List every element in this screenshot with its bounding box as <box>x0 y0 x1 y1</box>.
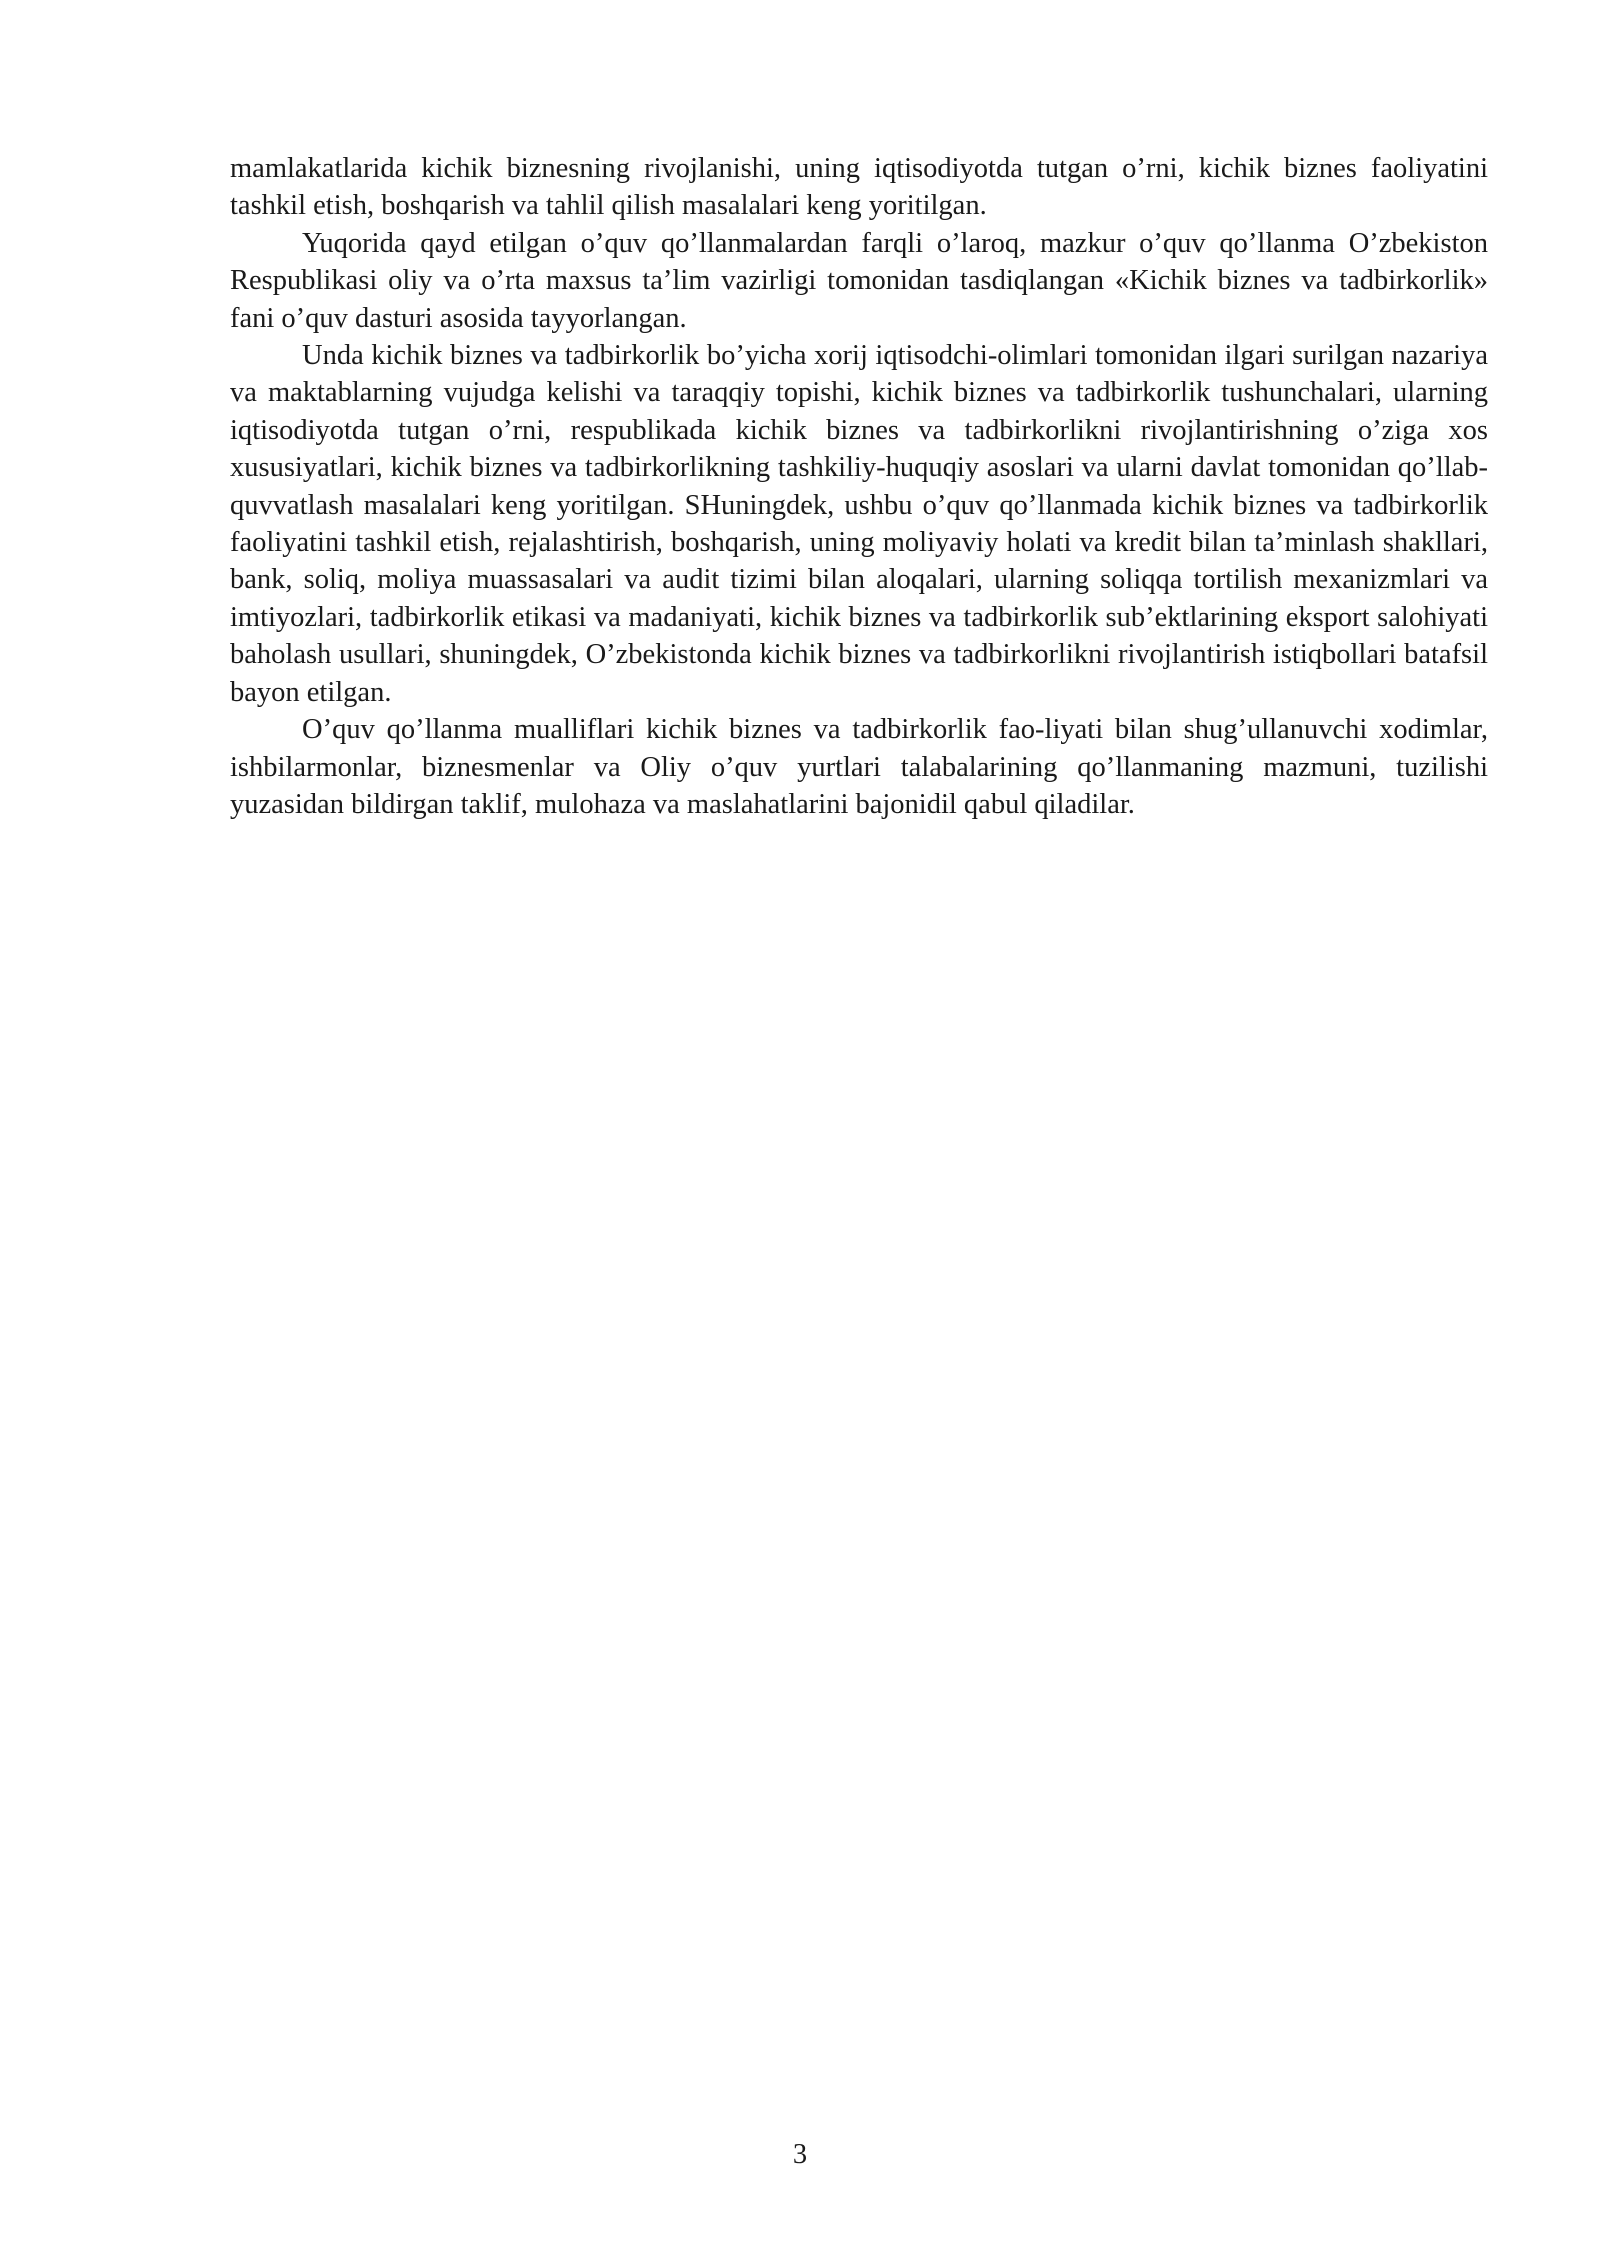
page-number: 3 <box>792 2139 808 2170</box>
paragraph-3: Unda kichik biznes va tadbirkorlik bo’yicha xorij iqtisodchi-olimlari tomonidan ilgari surilgan nazariya va maktablarning vujudga kelishi va taraqqiy topishi, kichik biznes va tadbirkorlik tushunchalari, ularning iqtisodiyotda tutgan o’rni, respublikada kichik biznes va tadbirkorlikni rivojlantirishning o’ziga xos xususiyatlari, kichik biznes va tadbirkorlikning tashkiliy-huquqiy asoslari va ularni davlat tomonidan qo’llab-quvvatlash masalalari keng yoritilgan. SHuningdek, ushbu o’quv qo’llanmada kichik biznes va tadbirkorlik faoliyatini tashkil etish, rejalashtirish, boshqarish, uning moliyaviy holati va kredit bilan ta’minlash shakllari, bank, soliq, moliya muassasalari va audit tizimi bilan aloqalari, ularning soliqqa tortilish mexanizmlari va imtiyozlari, tadbirkorlik etikasi va madaniyati, kichik biznes va tadbirkorlik sub’ektlarining eksport salohiyati baholash usullari, shuningdek, O’zbekistonda kichik biznes va tadbirkorlikni rivojlantirish istiqbollari batafsil bayon etilgan. <box>230 340 1488 708</box>
paragraph-4: O’quv qo’llanma mualliflari kichik biznes va tadbirkorlik fao-liyati bilan shug’ullanuvchi xodimlar, ishbilarmonlar, biznesmenlar va Oliy o’quv yurtlari talabalarining qo’llanmaning mazmuni, tuzilishi yuzasidan bildirgan taklif, mulohaza va maslahatlarini bajonidil qabul qiladilar. <box>230 714 1488 820</box>
paragraph-2: Yuqorida qayd etilgan o’quv qo’llanmalardan farqli o’laroq, mazkur o’quv qo’llanma O’zbekiston Respublikasi oliy va o’rta maxsus ta’lim vazirligi tomonidan tasdiqlangan «Kichik biznes va tadbirkorlik» fani o’quv dasturi asosida tayyorlangan. <box>230 227 1488 334</box>
document-body <box>230 150 1488 823</box>
paragraph-1: mamlakatlarida kichik biznesning rivojlanishi, uning iqtisodiyotda tutgan o’rni, kichik biznes faoliyatini tashkil etish, boshqarish va tahlil qilish masalalari keng yoritilgan. <box>230 153 1488 222</box>
